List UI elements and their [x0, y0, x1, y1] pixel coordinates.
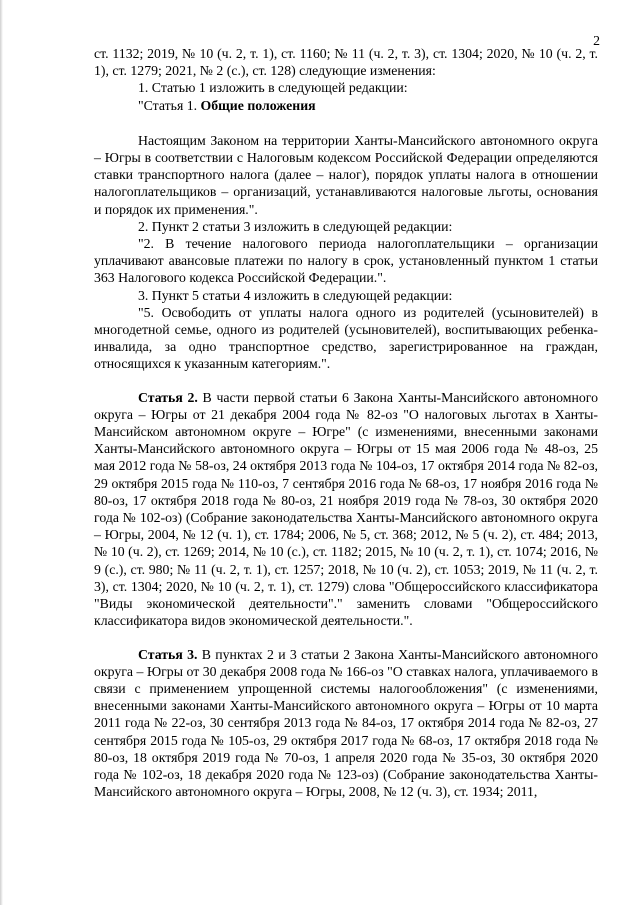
article-1-heading [94, 97, 598, 114]
amendment-item-3: 3. Пункт 5 статьи 4 изложить в следующей редакции: [138, 287, 453, 303]
amendment-item-1: 1. Статью 1 изложить в следующей редакции: [138, 80, 408, 96]
page-number: 2 [593, 33, 600, 48]
article-3-point-2-text: "2. В течение налогового периода налогоплательщики – организации уплачивают авансовые платежи по налогу в срок, установленный пунктом 1 статьи 363 Налогового кодекса Российской Федерации.". [94, 236, 598, 286]
article-4-point-5-text: "5. Освободить от уплаты налога одного из родителей (усыновителей) в многодетной семье, одного из родителей (усыновителей), воспитывающих ребенка-инвалида, за одно транспортное средство, зарегистрированное на граждан, относящихся к указанным категориям.". [94, 304, 598, 372]
scan-edge [0, 0, 3, 905]
article-1-title: Общие положения [200, 97, 316, 113]
document-body [94, 45, 598, 800]
article-3-text: В пунктах 2 и 3 статьи 2 Закона Ханты-Мансийского автономного округа – Югры от 30 декабря 2008 года № 166-оз "О ставках налога, уплачиваемого в связи с применением упрощенной системы налогообложения" (с изменениями, внесенными законами Ханты-Мансийского автономного округа – Югры от 10 марта 2011 года № 22-оз, 30 сентября 2013 года № 84-оз, 17 октября 2014 года № 82-оз, 27 сентября 2015 года № 105-оз, 29 октября 2017 года № 68-оз, 17 октября 2018 года № 80-оз, 18 октября 2019 года № 70-оз, 1 апреля 2020 года № 35-оз, 30 октября 2020 года № 102-оз, 18 декабря 2020 года № 123-оз) (Собрание законодательства Ханты-Мансийского автономного округа – Югры, 2008, № 12 (ч. 3), ст. 1934; 2011, [94, 646, 598, 800]
paragraph-intro: ст. 1132; 2019, № 10 (ч. 2, т. 1), ст. 1160; № 11 (ч. 2, т. 3), ст. 1304; 2020, № 10 (ч. 2, т. 1), ст. 1279; 2021, № 2 (с.), ст. 128) следующие изменения: [94, 46, 598, 79]
article-2-paragraph [94, 389, 598, 630]
article-2-text: В части первой статьи 6 Закона Ханты-Мансийского автономного округа – Югры от 21 декабря 2004 года № 82-оз "О налоговых льготах в Ханты-Мансийском автономном округе – Югре" (с изменениями, внесенными законами Ханты-Мансийского автономного округа – Югры от 15 мая 2006 года № 48-оз, 25 мая 2012 года № 58-оз, 24 октября 2013 года № 104-оз, 17 октября 2014 года № 82-оз, 29 октября 2015 года № 110-оз, 7 сентября 2016 года № 68-оз, 17 ноября 2016 года № 80-оз, 17 октября 2018 года № 80-оз, 21 ноября 2019 года № 78-оз, 30 октября 2020 года № 102-оз) (Собрание законодательства Ханты-Мансийского автономного округа – Югры, 2004, № 12 (ч. 1), ст. 1784; 2006, № 5, ст. 368; 2012, № 5 (ч. 2), ст. 484; 2013, № 10 (ч. 2), ст. 1269; 2014, № 10 (с.), ст. 1182; 2015, № 10 (ч. 2, т. 1), ст. 1074; 2016, № 9 (с.), ст. 980; № 11 (ч. 2, т. 1), ст. 1257; 2018, № 10 (ч. 2), ст. 1053; 2019, № 11 (ч. 2, т. 3), ст. 1304; 2020, № 10 (ч. 2, т. 1), ст. 1279) слова "Общероссийского классификатора "Виды экономической деятельности"." заменить словами "Общероссийского классификатора видов экономической деятельности.". [94, 389, 598, 629]
article-1-prefix: "Статья 1. [138, 97, 201, 113]
article-3-paragraph [94, 646, 598, 801]
article-1-text: Настоящим Законом на территории Ханты-Мансийского автономного округа – Югры в соответствии с Налоговым кодексом Российской Федерации определяются ставки транспортного налога (далее – налог), порядок уплаты налога в отношении налогоплательщиков – организаций, устанавливаются налоговые льготы, основания и порядок их применения.". [94, 132, 598, 217]
amendment-item-2: 2. Пункт 2 статьи 3 изложить в следующей редакции: [138, 218, 453, 234]
article-3-label: Статья 3. [138, 646, 198, 662]
article-2-label: Статья 2. [138, 389, 198, 405]
